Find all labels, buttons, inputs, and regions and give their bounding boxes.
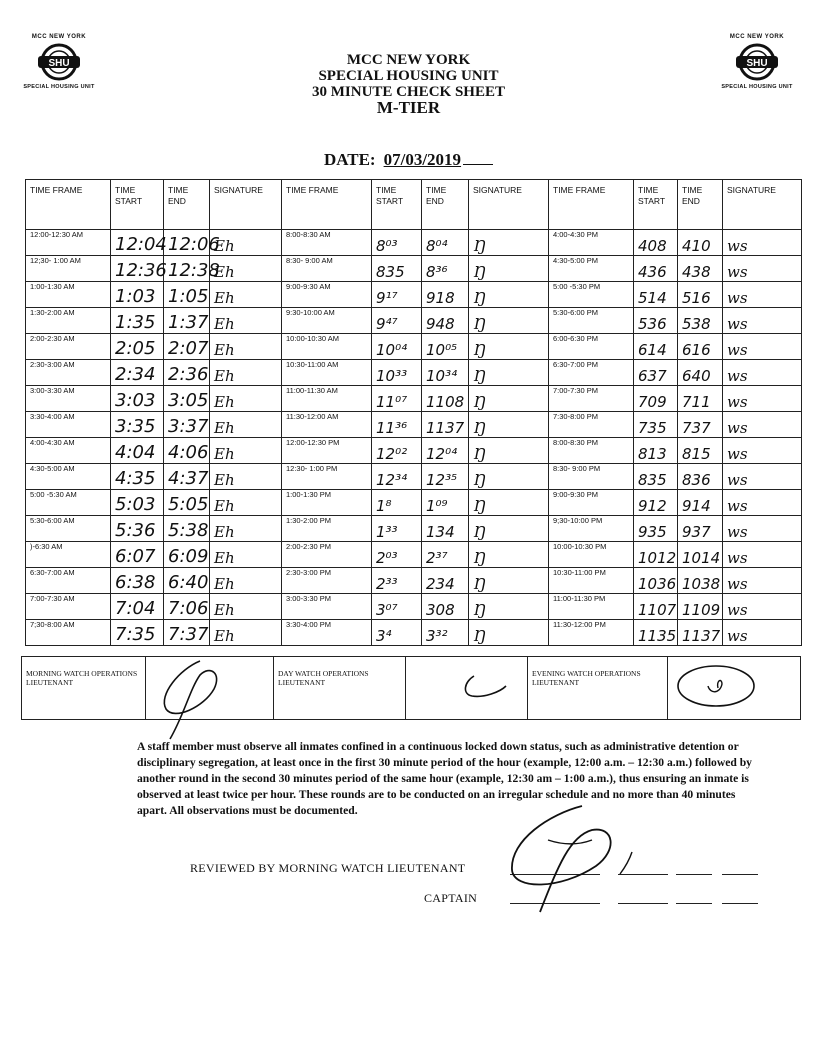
table-row xyxy=(26,594,802,620)
table-row xyxy=(26,438,802,464)
time-start-cell[interactable]: 11⁰⁷ xyxy=(372,386,422,412)
time-start-cell[interactable]: 9¹⁷ xyxy=(372,282,422,308)
signature-cell[interactable]: Ŋ xyxy=(469,334,549,360)
time-frame-cell: 7:00-7:30 AM xyxy=(26,594,111,620)
time-start-cell[interactable]: 1⁸ xyxy=(372,490,422,516)
table-row xyxy=(26,334,802,360)
captain-signature-line[interactable] xyxy=(510,903,600,904)
signature-cell[interactable]: Ŋ xyxy=(469,230,549,256)
table-row xyxy=(26,542,802,568)
time-end-cell[interactable]: 234 xyxy=(422,568,469,594)
time-frame-cell: 12;30- 1:00 AM xyxy=(26,256,111,282)
col-header: SIGNATURE xyxy=(723,180,802,230)
signature-cell[interactable]: ws xyxy=(723,464,802,490)
signature-cell[interactable]: Eh xyxy=(210,412,282,438)
signature-cell[interactable]: Ŋ xyxy=(469,386,549,412)
time-end-cell[interactable]: 4:37 xyxy=(164,464,210,490)
reviewed-by-line-segment xyxy=(722,874,758,875)
time-frame-cell: 11:00-11:30 PM xyxy=(549,594,634,620)
signature-cell[interactable]: Ŋ xyxy=(469,282,549,308)
time-start-cell[interactable]: 6:38 xyxy=(111,568,164,594)
time-frame-cell: 2:00-2:30 PM xyxy=(282,542,372,568)
signature-cell[interactable]: Ŋ xyxy=(469,256,549,282)
signature-cell[interactable]: Ŋ xyxy=(469,594,549,620)
time-frame-cell: 9:00-9:30 AM xyxy=(282,282,372,308)
time-end-cell[interactable]: 12⁰⁴ xyxy=(422,438,469,464)
signature-cell[interactable]: ws xyxy=(723,516,802,542)
time-start-cell[interactable]: 3:03 xyxy=(111,386,164,412)
signature-cell[interactable]: Ŋ xyxy=(469,490,549,516)
time-start-cell[interactable]: 4:04 xyxy=(111,438,164,464)
time-frame-cell: 3:00-3:30 AM xyxy=(26,386,111,412)
time-frame-cell: 12:30- 1:00 PM xyxy=(282,464,372,490)
time-end-cell[interactable]: 6:40 xyxy=(164,568,210,594)
signature-cell[interactable]: ws xyxy=(723,438,802,464)
table-row xyxy=(26,386,802,412)
time-end-cell[interactable]: 918 xyxy=(422,282,469,308)
signature-cell[interactable]: ws xyxy=(723,308,802,334)
table-row xyxy=(26,360,802,386)
col-header: TIME FRAME xyxy=(282,180,372,230)
signature-cell[interactable]: Eh xyxy=(210,542,282,568)
time-end-cell[interactable]: 12³⁵ xyxy=(422,464,469,490)
time-end-cell[interactable]: 134 xyxy=(422,516,469,542)
signature-cell[interactable]: Eh xyxy=(210,334,282,360)
time-frame-cell: 1:00-1:30 PM xyxy=(282,490,372,516)
reviewed-by-line-segment xyxy=(676,874,712,875)
grid-body xyxy=(26,230,802,646)
svg-text:SHU: SHU xyxy=(48,58,70,69)
time-frame-cell: 1:30-2:00 AM xyxy=(26,308,111,334)
signature-cell[interactable]: Eh xyxy=(210,490,282,516)
table-row xyxy=(26,620,802,646)
time-start-cell[interactable]: 5:03 xyxy=(111,490,164,516)
time-end-cell[interactable]: 3:37 xyxy=(164,412,210,438)
time-frame-cell: 7:00-7:30 PM xyxy=(549,386,634,412)
col-header: TIME FRAME xyxy=(549,180,634,230)
time-start-cell[interactable]: 1³³ xyxy=(372,516,422,542)
signature-cell[interactable]: Ŋ xyxy=(469,412,549,438)
time-start-cell[interactable]: 813 xyxy=(634,438,678,464)
time-frame-cell: 5:00 -5:30 PM xyxy=(549,282,634,308)
time-frame-cell: 6:30-7:00 PM xyxy=(549,360,634,386)
time-start-cell[interactable]: 12⁰² xyxy=(372,438,422,464)
col-header: SIGNATURE xyxy=(210,180,282,230)
time-frame-cell: 9:30-10:00 AM xyxy=(282,308,372,334)
time-start-cell[interactable]: 2⁰³ xyxy=(372,542,422,568)
check-grid xyxy=(25,179,802,646)
date-value: 07/03/2019 xyxy=(383,150,462,169)
time-end-cell[interactable]: 948 xyxy=(422,308,469,334)
table-row xyxy=(26,490,802,516)
captain-line-segment xyxy=(618,903,668,904)
time-start-cell[interactable]: 3:35 xyxy=(111,412,164,438)
table-row xyxy=(26,568,802,594)
signature-cell[interactable]: Eh xyxy=(210,256,282,282)
time-frame-cell: 11:30-12:00 PM xyxy=(549,620,634,646)
time-end-cell[interactable]: 1108 xyxy=(422,386,469,412)
time-frame-cell: 12:00-12:30 AM xyxy=(26,230,111,256)
signature-cell[interactable]: Ŋ xyxy=(469,568,549,594)
svg-text:SHU: SHU xyxy=(746,58,768,69)
time-end-cell[interactable]: 538 xyxy=(678,308,723,334)
signature-cell[interactable]: Eh xyxy=(210,386,282,412)
time-start-cell[interactable]: 835 xyxy=(372,256,422,282)
time-start-cell[interactable]: 514 xyxy=(634,282,678,308)
lieutenant-signature-scribble xyxy=(500,800,640,930)
col-header: TIME END xyxy=(164,180,210,230)
time-end-cell[interactable]: 10⁰⁵ xyxy=(422,334,469,360)
time-start-cell[interactable]: 2:34 xyxy=(111,360,164,386)
time-start-cell[interactable]: 12³⁴ xyxy=(372,464,422,490)
time-frame-cell: 3:30-4:00 AM xyxy=(26,412,111,438)
signature-cell[interactable]: ws xyxy=(723,412,802,438)
date-label: DATE: xyxy=(323,150,376,169)
signature-cell[interactable]: ws xyxy=(723,230,802,256)
time-frame-cell: 10:30-11:00 PM xyxy=(549,568,634,594)
time-frame-cell: 2:30-3:00 AM xyxy=(26,360,111,386)
reviewed-by-line-segment xyxy=(618,874,668,875)
time-end-cell[interactable]: 8³⁶ xyxy=(422,256,469,282)
time-end-cell[interactable]: 308 xyxy=(422,594,469,620)
header-line-3: 30 MINUTE CHECK SHEET xyxy=(312,84,505,100)
time-start-cell[interactable]: 11³⁶ xyxy=(372,412,422,438)
time-frame-cell: 9;30-10:00 PM xyxy=(549,516,634,542)
time-start-cell[interactable]: 735 xyxy=(634,412,678,438)
time-end-cell[interactable]: 640 xyxy=(678,360,723,386)
table-row xyxy=(26,256,802,282)
time-end-cell[interactable]: 438 xyxy=(678,256,723,282)
time-end-cell[interactable]: 1137 xyxy=(422,412,469,438)
time-frame-cell: 6:30-7:00 AM xyxy=(26,568,111,594)
captain-line-segment xyxy=(676,903,712,904)
time-frame-cell: 2:00-2:30 AM xyxy=(26,334,111,360)
time-frame-cell: 4:30-5:00 PM xyxy=(549,256,634,282)
signature-cell[interactable]: Eh xyxy=(210,620,282,646)
time-frame-cell: 4:30-5:00 AM xyxy=(26,464,111,490)
table-row xyxy=(26,412,802,438)
header-line-1: MCC NEW YORK xyxy=(346,52,471,68)
table-row xyxy=(26,230,802,256)
reviewed-by-signature-line[interactable] xyxy=(510,874,600,875)
time-end-cell[interactable]: 836 xyxy=(678,464,723,490)
time-end-cell[interactable]: 4:06 xyxy=(164,438,210,464)
time-end-cell[interactable]: 1:05 xyxy=(164,282,210,308)
time-frame-cell: 8:00-8:30 AM xyxy=(282,230,372,256)
time-frame-cell: )-6:30 AM xyxy=(26,542,111,568)
time-start-cell[interactable]: 1107 xyxy=(634,594,678,620)
grid-header-row xyxy=(26,180,802,230)
time-frame-cell: 10:00-10:30 PM xyxy=(549,542,634,568)
table-row xyxy=(26,516,802,542)
time-frame-cell: 5:30-6:00 AM xyxy=(26,516,111,542)
logo-top-text: MCC NEW YORK xyxy=(31,34,87,40)
time-frame-cell: 6:00-6:30 PM xyxy=(549,334,634,360)
time-end-cell[interactable]: 1038 xyxy=(678,568,723,594)
logo-bottom-text: SPECIAL HOUSING UNIT xyxy=(721,84,793,90)
col-header: SIGNATURE xyxy=(469,180,549,230)
signature-cell[interactable]: ws xyxy=(723,620,802,646)
col-header: TIME START xyxy=(634,180,678,230)
time-frame-cell: 5:30-6:00 PM xyxy=(549,308,634,334)
watch-signature-row xyxy=(21,656,801,720)
time-start-cell[interactable]: 5:36 xyxy=(111,516,164,542)
captain-label: CAPTAIN xyxy=(424,891,478,905)
reviewed-by-label: REVIEWED BY MORNING WATCH LIEUTENANT xyxy=(190,861,466,875)
time-start-cell[interactable]: 3⁰⁷ xyxy=(372,594,422,620)
time-start-cell[interactable]: 2³³ xyxy=(372,568,422,594)
signature-cell[interactable]: ws xyxy=(723,594,802,620)
time-start-cell[interactable]: 536 xyxy=(634,308,678,334)
day-watch-signature-box[interactable] xyxy=(406,657,528,720)
signature-cell[interactable]: Ŋ xyxy=(469,516,549,542)
time-start-cell[interactable]: 9⁴⁷ xyxy=(372,308,422,334)
time-start-cell[interactable]: 637 xyxy=(634,360,678,386)
time-start-cell[interactable]: 835 xyxy=(634,464,678,490)
captain-line-segment xyxy=(722,903,758,904)
signature-cell[interactable]: Ŋ xyxy=(469,360,549,386)
time-end-cell[interactable]: 3³² xyxy=(422,620,469,646)
time-start-cell[interactable]: 7:35 xyxy=(111,620,164,646)
time-start-cell[interactable]: 614 xyxy=(634,334,678,360)
signature-cell[interactable]: Ŋ xyxy=(469,620,549,646)
time-frame-cell: 4:00-4:30 AM xyxy=(26,438,111,464)
time-frame-cell: 8:00-8:30 PM xyxy=(549,438,634,464)
signature-cell[interactable]: Eh xyxy=(210,308,282,334)
time-end-cell[interactable]: 6:09 xyxy=(164,542,210,568)
signature-cell[interactable]: ws xyxy=(723,386,802,412)
time-end-cell[interactable]: 8⁰⁴ xyxy=(422,230,469,256)
time-end-cell[interactable]: 815 xyxy=(678,438,723,464)
time-end-cell[interactable]: 711 xyxy=(678,386,723,412)
time-frame-cell: 7;30-8:00 AM xyxy=(26,620,111,646)
time-end-cell[interactable]: 12:38 xyxy=(164,256,210,282)
signature-cell[interactable]: ws xyxy=(723,282,802,308)
time-frame-cell: 3:00-3:30 PM xyxy=(282,594,372,620)
time-end-cell[interactable]: 5:38 xyxy=(164,516,210,542)
time-start-cell[interactable]: 12:04 xyxy=(111,230,164,256)
time-end-cell[interactable]: 7:06 xyxy=(164,594,210,620)
time-frame-cell: 2:30-3:00 PM xyxy=(282,568,372,594)
time-frame-cell: 8:30- 9:00 PM xyxy=(549,464,634,490)
signature-cell[interactable]: Eh xyxy=(210,594,282,620)
header-line-2: SPECIAL HOUSING UNIT xyxy=(318,68,499,84)
signature-cell[interactable]: Eh xyxy=(210,282,282,308)
time-start-cell[interactable]: 8⁰³ xyxy=(372,230,422,256)
time-frame-cell: 5:00 -5:30 AM xyxy=(26,490,111,516)
signature-cell[interactable]: Eh xyxy=(210,464,282,490)
time-start-cell[interactable]: 1135 xyxy=(634,620,678,646)
time-end-cell[interactable]: 2³⁷ xyxy=(422,542,469,568)
time-frame-cell: 11:00-11:30 AM xyxy=(282,386,372,412)
time-end-cell[interactable]: 1014 xyxy=(678,542,723,568)
time-start-cell[interactable]: 709 xyxy=(634,386,678,412)
time-end-cell[interactable]: 1:37 xyxy=(164,308,210,334)
signature-cell[interactable]: Ŋ xyxy=(469,542,549,568)
signature-cell[interactable]: Eh xyxy=(210,360,282,386)
time-end-cell[interactable]: 937 xyxy=(678,516,723,542)
logo-top-text: MCC NEW YORK xyxy=(729,34,785,40)
time-end-cell[interactable]: 7:37 xyxy=(164,620,210,646)
col-header: TIME END xyxy=(678,180,723,230)
date-row xyxy=(0,150,817,170)
table-row xyxy=(26,464,802,490)
time-start-cell[interactable]: 935 xyxy=(634,516,678,542)
time-start-cell[interactable]: 10⁰⁴ xyxy=(372,334,422,360)
time-frame-cell: 8:30- 9:00 AM xyxy=(282,256,372,282)
col-header: TIME END xyxy=(422,180,469,230)
time-frame-cell: 10:30-11:00 AM xyxy=(282,360,372,386)
time-frame-cell: 10:00-10:30 AM xyxy=(282,334,372,360)
time-end-cell[interactable]: 3:05 xyxy=(164,386,210,412)
signature-cell[interactable]: Ŋ xyxy=(469,438,549,464)
time-start-cell[interactable]: 10³³ xyxy=(372,360,422,386)
time-start-cell[interactable]: 1036 xyxy=(634,568,678,594)
time-end-cell[interactable]: 516 xyxy=(678,282,723,308)
time-frame-cell: 12:00-12:30 PM xyxy=(282,438,372,464)
time-end-cell[interactable]: 1137 xyxy=(678,620,723,646)
sheet-header xyxy=(0,52,817,116)
observation-notice: A staff member must observe all inmates confined in a continuous locked down status, such as administrative detention or disciplinary segregation, at least once in the first 30 minute period of the hour (example, 12:00 a.m. – 12:30 a.m.) followed by another round in the second 30 minutes period of the same hour (example, 12:30 am – 1:00 a.m.), thus ensuring an inmate is observed at least twice per hour. These rounds are to be conducted on an irregular schedule and no more than 40 minutes apart. All observations must be documented. xyxy=(137,740,752,817)
signature-cell[interactable]: Eh xyxy=(210,568,282,594)
time-frame-cell: 1:00-1:30 AM xyxy=(26,282,111,308)
morning-watch-label: MORNING WATCH OPERATIONS LIEUTENANT xyxy=(22,657,146,720)
time-start-cell[interactable]: 1012 xyxy=(634,542,678,568)
signature-cell[interactable]: ws xyxy=(723,568,802,594)
signature-cell[interactable]: ws xyxy=(723,256,802,282)
time-start-cell[interactable]: 7:04 xyxy=(111,594,164,620)
day-watch-label: DAY WATCH OPERATIONS LIEUTENANT xyxy=(274,657,406,720)
time-start-cell[interactable]: 6:07 xyxy=(111,542,164,568)
time-frame-cell: 4:00-4:30 PM xyxy=(549,230,634,256)
time-frame-cell: 3:30-4:00 PM xyxy=(282,620,372,646)
time-start-cell[interactable]: 1:35 xyxy=(111,308,164,334)
time-start-cell[interactable]: 12:36 xyxy=(111,256,164,282)
evening-watch-label: EVENING WATCH OPERATIONS LIEUTENANT xyxy=(528,657,668,720)
time-end-cell[interactable]: 5:05 xyxy=(164,490,210,516)
time-frame-cell: 11:30-12:00 AM xyxy=(282,412,372,438)
time-start-cell[interactable]: 1:03 xyxy=(111,282,164,308)
time-start-cell[interactable]: 4:35 xyxy=(111,464,164,490)
signature-cell[interactable]: Eh xyxy=(210,438,282,464)
time-start-cell[interactable]: 408 xyxy=(634,230,678,256)
time-end-cell[interactable]: 914 xyxy=(678,490,723,516)
time-end-cell[interactable]: 2:07 xyxy=(164,334,210,360)
header-tier: M-TIER xyxy=(376,98,441,117)
signature-cell[interactable]: Ŋ xyxy=(469,464,549,490)
date-underline xyxy=(463,164,493,165)
time-frame-cell: 9:00-9:30 PM xyxy=(549,490,634,516)
signature-cell[interactable]: ws xyxy=(723,542,802,568)
signature-cell[interactable]: Eh xyxy=(210,230,282,256)
time-frame-cell: 7:30-8:00 PM xyxy=(549,412,634,438)
time-end-cell[interactable]: 737 xyxy=(678,412,723,438)
time-end-cell[interactable]: 616 xyxy=(678,334,723,360)
logo-bottom-text: SPECIAL HOUSING UNIT xyxy=(23,84,95,90)
signature-cell[interactable]: ws xyxy=(723,360,802,386)
time-start-cell[interactable]: 2:05 xyxy=(111,334,164,360)
time-end-cell[interactable]: 10³⁴ xyxy=(422,360,469,386)
col-header: TIME START xyxy=(372,180,422,230)
time-end-cell[interactable]: 2:36 xyxy=(164,360,210,386)
morning-watch-signature-box[interactable] xyxy=(146,657,274,720)
table-row xyxy=(26,282,802,308)
signature-cell[interactable]: Ŋ xyxy=(469,308,549,334)
time-start-cell[interactable]: 912 xyxy=(634,490,678,516)
time-end-cell[interactable]: 12:06 xyxy=(164,230,210,256)
time-frame-cell: 1:30-2:00 PM xyxy=(282,516,372,542)
time-end-cell[interactable]: 1⁰⁹ xyxy=(422,490,469,516)
time-end-cell[interactable]: 410 xyxy=(678,230,723,256)
col-header: TIME FRAME xyxy=(26,180,111,230)
signature-cell[interactable]: ws xyxy=(723,490,802,516)
signature-cell[interactable]: Eh xyxy=(210,516,282,542)
time-end-cell[interactable]: 1109 xyxy=(678,594,723,620)
signature-cell[interactable]: ws xyxy=(723,334,802,360)
evening-watch-signature-box[interactable] xyxy=(668,657,801,720)
table-row xyxy=(26,308,802,334)
col-header: TIME START xyxy=(111,180,164,230)
time-start-cell[interactable]: 3⁴ xyxy=(372,620,422,646)
time-start-cell[interactable]: 436 xyxy=(634,256,678,282)
